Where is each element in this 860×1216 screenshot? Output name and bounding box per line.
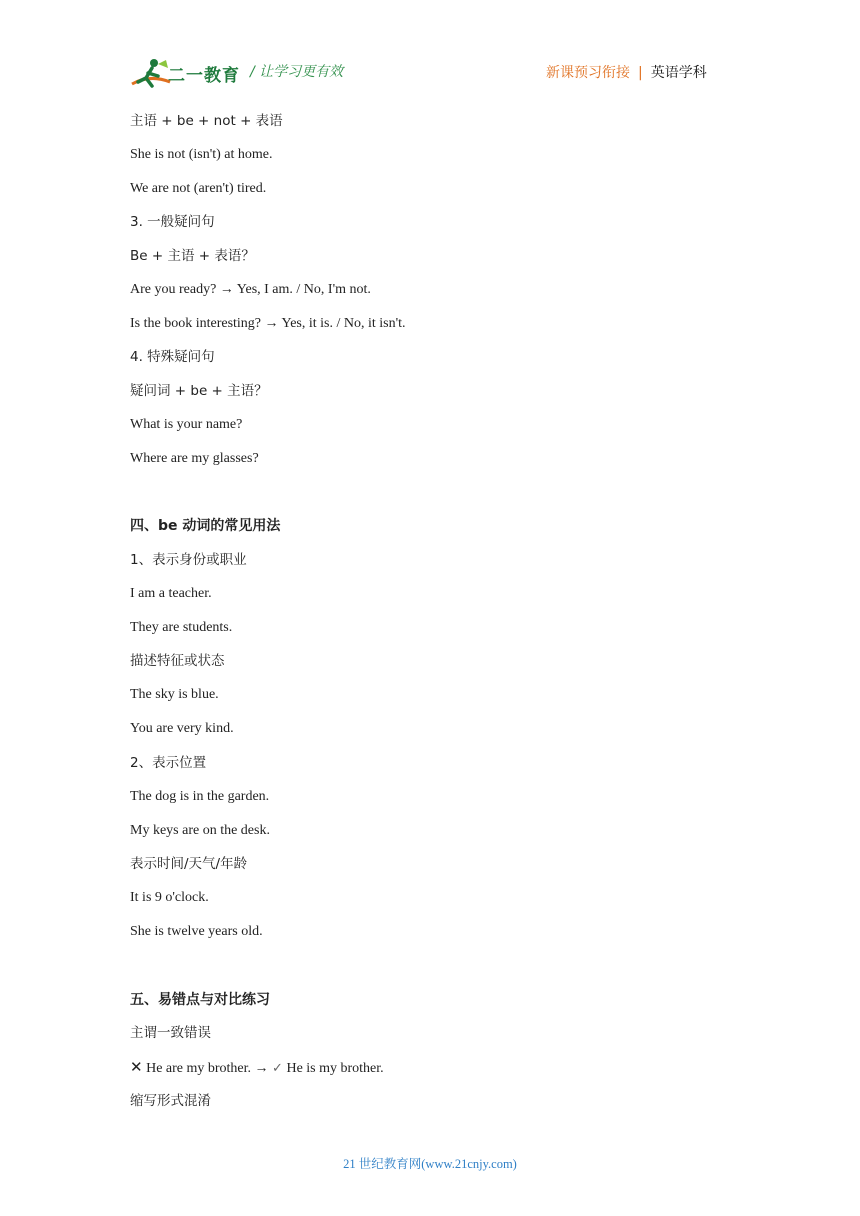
negative-structure-formula: 主语 + be + not + 表语 [130,113,283,129]
example-sentence: Are you ready? → Yes, I am. / No, I'm not. [130,282,371,297]
subheading-agreement-error: 主谓一致错误 [130,1025,211,1041]
correction-example [130,1058,384,1078]
section-heading-mistakes: 五、易错点与对比练习 [130,992,270,1008]
cross-icon: ✕ [130,1058,143,1076]
example-sentence: Is the book interesting? → Yes, it is. / No, it isn't. [130,316,406,331]
subheading-feature-state: 描述特征或状态 [130,653,225,669]
brand-slogan: / 让学习更有效 [250,64,344,80]
subheading-general-question: 3. 一般疑问句 [130,214,215,230]
subheading-time-weather-age: 表示时间/天气/年龄 [130,856,248,872]
example-sentence: My keys are on the desk. [130,823,270,838]
subheading-location: 2、表示位置 [130,755,207,771]
correct-sentence: He is my brother. [282,1061,384,1076]
example-sentence: It is 9 o'clock. [130,890,209,905]
subheading-identity: 1、表示身份或职业 [130,552,247,568]
example-sentence: You are very kind. [130,721,234,736]
example-sentence: I am a teacher. [130,586,212,601]
course-label: 新课预习衔接 [546,65,630,81]
example-sentence: The sky is blue. [130,687,219,702]
subheading-special-question: 4. 特殊疑问句 [130,349,215,365]
page-header [0,0,860,100]
example-sentence: What is your name? [130,417,243,432]
example-sentence: The dog is in the garden. [130,789,270,804]
section-heading-usage: 四、be 动词的常见用法 [130,518,281,534]
header-separator: | [638,65,643,81]
special-question-formula: 疑问词 + be + 主语？ [130,383,268,399]
page-footer: 21 世纪教育网(www.21cnjy.com) [343,1157,517,1171]
brand-name: 二一教育 [168,66,240,86]
wrong-sentence: He are my brother. → [142,1061,273,1076]
subject-label: 英语学科 [650,65,707,81]
example-sentence: We are not (aren't) tired. [130,181,267,196]
example-sentence: They are students. [130,620,233,635]
header-course-info [546,62,707,82]
subheading-contraction-confusion: 缩写形式混淆 [130,1093,211,1109]
example-sentence: Where are my glasses? [130,451,259,466]
example-sentence: She is not (isn't) at home. [130,147,273,162]
check-icon: ✓ [272,1061,283,1076]
general-question-formula: Be + 主语 + 表语？ [130,248,255,264]
example-sentence: She is twelve years old. [130,924,263,939]
